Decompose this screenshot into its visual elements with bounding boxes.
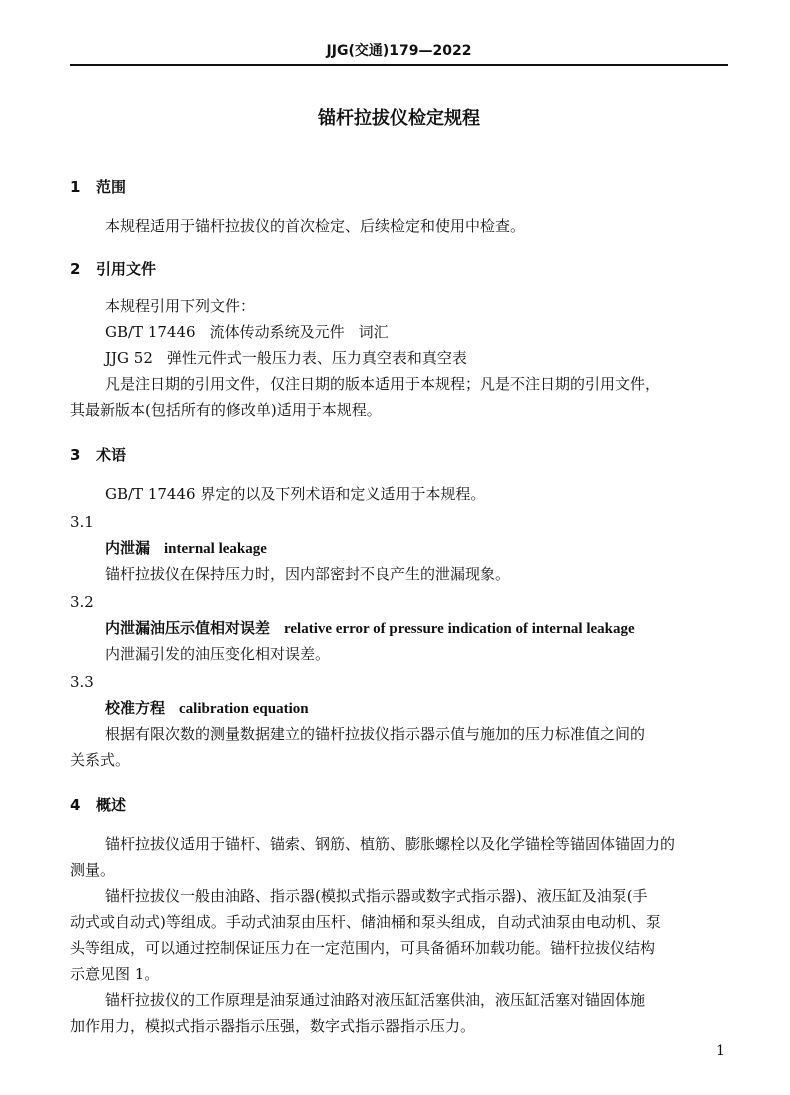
header-rule [70, 64, 728, 66]
section-1-heading [70, 176, 126, 197]
page-number: 1 [716, 1043, 725, 1059]
reference-name: 流体传动系统及元件 [209, 323, 345, 341]
running-header: JJG(交通)179—2022 [326, 43, 472, 59]
overview-p3-line-1: 锚杆拉拔仪的工作原理是油泵通过油路对液压缸活塞供油，液压缸活塞对锚固体施 [105, 991, 646, 1009]
term-definition-line-1: 根据有限次数的测量数据建立的锚杆拉拔仪指示器示值与施加的压力标准值之间的 [105, 725, 646, 743]
section-number: 1 [70, 178, 81, 196]
reference-code: GB/T 17446 [105, 323, 196, 341]
reference-code: JJG 52 [105, 349, 153, 367]
overview-p1-line-2: 测量。 [70, 861, 116, 879]
section-number: 3 [70, 446, 81, 464]
term-heading [105, 618, 635, 639]
references-intro: 本规程引用下列文件： [105, 297, 256, 315]
term-english: internal leakage [164, 541, 267, 557]
term-english: calibration equation [179, 701, 309, 717]
section-title: 引用文件 [96, 260, 157, 278]
term-number: 3.3 [70, 673, 94, 691]
terms-intro: GB/T 17446 界定的以及下列术语和定义适用于本规程。 [105, 485, 486, 503]
section-title: 术语 [96, 446, 127, 464]
section-title: 概述 [96, 796, 127, 814]
section-4-heading [70, 794, 126, 815]
reference-item [105, 348, 467, 368]
reference-item [105, 322, 389, 342]
term-definition: 内泄漏引发的油压变化相对误差。 [105, 645, 331, 663]
references-note-line-1: 凡是注日期的引用文件，仅注日期的版本适用于本规程；凡是不注日期的引用文件， [105, 375, 661, 393]
overview-p2-line-1: 锚杆拉拔仪一般由油路、指示器(模拟式指示器或数字式指示器)、液压缸及油泵(手 [105, 887, 648, 905]
reference-name: 弹性元件式一般压力表、压力真空表和真空表 [166, 349, 467, 367]
section-3-heading [70, 444, 126, 465]
term-chinese: 内泄漏 [105, 539, 151, 557]
term-chinese: 内泄漏油压示值相对误差 [105, 619, 271, 637]
term-chinese: 校准方程 [105, 699, 166, 717]
section-title: 范围 [96, 178, 127, 196]
section-2-heading [70, 258, 156, 279]
section-1-paragraph: 本规程适用于锚杆拉拔仪的首次检定、后续检定和使用中检查。 [105, 217, 526, 235]
reference-subtitle: 词汇 [358, 323, 389, 341]
document-title: 锚杆拉拔仪检定规程 [318, 108, 480, 129]
references-note-line-2: 其最新版本(包括所有的修改单)适用于本规程。 [70, 401, 382, 419]
section-number: 2 [70, 260, 81, 278]
term-heading [105, 538, 267, 559]
term-number: 3.1 [70, 513, 94, 531]
term-definition-line-2: 关系式。 [70, 751, 131, 769]
section-number: 4 [70, 796, 81, 814]
overview-p2-line-3: 头等组成，可以通过控制保证压力在一定范围内，可具备循环加载功能。锚杆拉拔仪结构 [70, 939, 656, 957]
term-number: 3.2 [70, 593, 94, 611]
overview-p2-line-4: 示意见图 1。 [70, 965, 160, 983]
term-definition: 锚杆拉拔仪在保持压力时，因内部密封不良产生的泄漏现象。 [105, 565, 511, 583]
term-english: relative error of pressure indication of internal leakage [284, 621, 635, 637]
overview-p1-line-1: 锚杆拉拔仪适用于锚杆、锚索、钢筋、植筋、膨胀螺栓以及化学锚栓等锚固体锚固力的 [105, 835, 676, 853]
term-heading [105, 698, 309, 719]
overview-p2-line-2: 动式或自动式)等组成。手动式油泵由压杆、储油桶和泵头组成，自动式油泵由电动机、泵 [70, 913, 661, 931]
overview-p3-line-2: 加作用力，模拟式指示器指示压强，数字式指示器指示压力。 [70, 1017, 476, 1035]
